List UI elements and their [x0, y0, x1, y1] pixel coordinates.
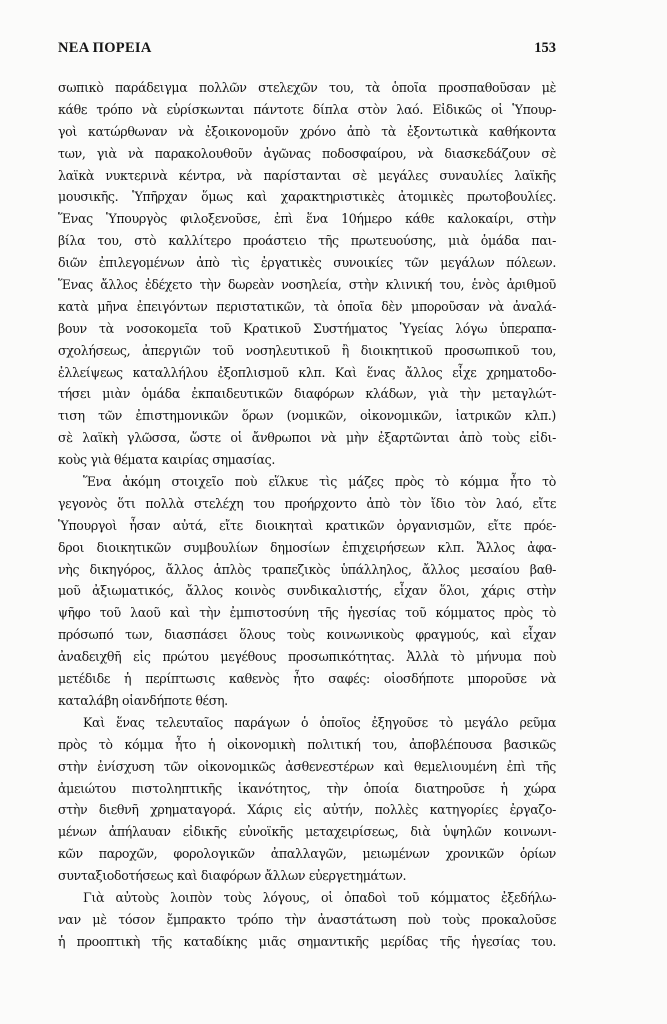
- text-line: τιση τῶν ἐπιστημονικῶν ὅρων (νομικῶν, οἰκονομικῶν, ἰατρικῶν κλπ.): [58, 408, 556, 424]
- page-number: 153: [534, 40, 556, 56]
- text-line: συνταξιοδοτήσεως καὶ διαφόρων ἄλλων εὐεργετημάτων.: [58, 868, 407, 884]
- text-line: καταλάβη οἱανδήποτε θέση.: [58, 692, 228, 708]
- text-line: στὴν διεθνῆ χρηματαγορά. Χάρις εἰς αὐτήν, πολλὲς κατηγορίες ἐργαζο-: [58, 802, 556, 818]
- text-line: βουν τὰ νοσοκομεῖα τοῦ Κρατικοῦ Συστήματος Ὑγείας λόγω ὑπεραπα-: [58, 320, 556, 336]
- page-header: [58, 40, 556, 66]
- text-line: πρὸς τὸ κόμμα ἦτο ἡ οἰκονομικὴ πολιτική του, ἀποβλέπουσα βασικῶς: [58, 736, 556, 752]
- text-line: τήσει μιὰν ὁμάδα ἐκπαιδευτικῶν διαφόρων κλάδων, γιὰ τὴν μεταγλώτ-: [58, 386, 556, 402]
- text-line: κατὰ μῆνα ἐπειγόντων περιστατικῶν, τὰ ὁποῖα δὲν μποροῦσαν νὰ ἀναλά-: [58, 298, 556, 314]
- text-line: ψῆφο τοῦ λαοῦ καὶ τὴν ἐμπιστοσύνη τῆς ἡγεσίας τοῦ κόμματος πρὸς τὸ: [58, 605, 556, 621]
- text-line: Ὑπουργοὶ ἦσαν αὐτά, εἴτε διοικηταὶ κρατικῶν ὀργανισμῶν, εἴτε πρόε-: [58, 517, 556, 533]
- text-line: σωπικὸ παράδειγμα πολλῶν στελεχῶν του, τὰ ὁποῖα προσπαθοῦσαν μὲ: [58, 80, 556, 95]
- text-line: ἀμειώτου πιστοληπτικῆς ἱκανότητος, τὴν ὁποία διατηροῦσε ἡ χώρα: [58, 780, 556, 796]
- text-line: ἡ προοπτικὴ τῆς καταδίκης μιᾶς σημαντικῆς μερίδας τῆς ἡγεσίας του.: [58, 933, 556, 949]
- running-head: ΝΕΑ ΠΟΡΕΙΑ: [58, 40, 152, 56]
- text-line: Ἕνας ἄλλος ἐδέχετο τὴν δωρεὰν νοσηλεία, στὴν κλινική του, ἑνὸς ἀριθμοῦ: [58, 277, 556, 293]
- text-line: νὴς δικηγόρος, ἄλλος ἁπλὸς τραπεζικὸς ὑπάλληλος, ἄλλος μεσαίου βαθ-: [58, 561, 556, 577]
- text-line: μετέδιδε ἡ περίπτωσις καθενὸς ἦτο σαφές: οἱοσδήποτε μποροῦσε νὰ: [58, 671, 556, 687]
- text-line: κάθε τρόπο νὰ εὑρίσκωνται πάντοτε δίπλα στὸν λαό. Εἰδικῶς οἱ Ὑπουρ-: [58, 101, 556, 117]
- text-line: μένων ἀπήλαυαν εἰδικῆς εὐνοϊκῆς μεταχειρίσεως, διὰ ὑψηλῶν κοινωνι-: [58, 824, 556, 840]
- text-line: ἀναδειχθῆ εἰς πρώτου μεγέθους προσωπικότητας. Ἀλλὰ τὸ μήνυμα ποὺ: [58, 649, 556, 665]
- text-line: σὲ λαϊκὴ γλῶσσα, ὥστε οἱ ἄνθρωποι νὰ μὴν ἐξαρτῶνται ἀπὸ τοὺς εἰδι-: [58, 430, 556, 446]
- text-line: ἐλλείψεως καταλλήλου ἐξοπλισμοῦ κλπ. Καὶ ἕνας ἄλλος εἶχε χρηματοδο-: [58, 364, 556, 380]
- text-line: γεγονὸς ὅτι πολλὰ στελέχη του προήρχοντο ἀπὸ τὸν ἴδιο τὸν λαό, εἴτε: [58, 495, 556, 511]
- text-line: κῶν παροχῶν, φορολογικῶν ἀπαλλαγῶν, μειωμένων χρονικῶν ὁρίων: [58, 846, 556, 862]
- text-line: γοὶ κατώρθωναν νὰ ἐξοικονομοῦν χρόνο ἀπὸ τὰ ἐξοντωτικὰ καθήκοντα: [58, 123, 556, 139]
- text-line: Ἕνας Ὑπουργὸς φιλοξενοῦσε, ἐπὶ ἕνα 10ήμερο κάθε καλοκαίρι, στὴν: [58, 211, 556, 227]
- text-line: Ἕνα ἀκόμη στοιχεῖο ποὺ εἵλκυε τὶς μάζες πρὸς τὸ κόμμα ἦτο τὸ: [83, 474, 556, 490]
- text-line: διῶν ἐπιλεγομένων ἀπὸ τὶς ἐργατικὲς συνοικίες τῶν μεγάλων πόλεων.: [58, 255, 556, 271]
- text-line: κοὺς γιὰ θέματα καιρίας σημασίας.: [58, 452, 276, 468]
- body-text: [58, 77, 556, 953]
- text-line: λαϊκὰ νυκτερινὰ κέντρα, νὰ παρίστανται σὲ μεγάλες συναυλίες λαϊκῆς: [58, 167, 556, 183]
- text-line: Γιὰ αὐτοὺς λοιπὸν τοὺς λόγους, οἱ ὀπαδοὶ τοῦ κόμματος ἐξεδήλω-: [83, 889, 556, 905]
- text-line: μουσικῆς. Ὑπῆρχαν ὅμως καὶ χαρακτηριστικὲς ἀτομικὲς πρωτοβουλίες.: [58, 189, 556, 205]
- text-line: μοῦ ἀξιωματικός, ἄλλος κοινὸς συνδικαλιστής, εἶχαν ὅλοι, χάρις στὴν: [58, 583, 556, 599]
- text-line: σχολήσεως, ἀπεργιῶν τοῦ νοσηλευτικοῦ ἢ διοικητικοῦ προσωπικοῦ του,: [58, 342, 556, 358]
- text-line: στὴν ἐνίσχυση τῶν οἰκονομικῶς ἀσθενεστέρων καὶ θεμελιουμένη ἐπὶ τῆς: [58, 758, 556, 774]
- text-line: των, γιὰ νὰ παρακολουθοῦν ἀγῶνας ποδοσφαίρου, νὰ διασκεδάζουν σὲ: [58, 145, 556, 161]
- text-line: πρόσωπό των, διασπάσει ὅλους τοὺς κοινωνικοὺς φραγμούς, καὶ εἶχαν: [58, 627, 556, 643]
- text-line: δροι διοικητικῶν συμβουλίων δημοσίων ἐπιχειρήσεων κλπ. Ἄλλος ἀφα-: [58, 539, 556, 555]
- text-line: ναν μὲ τόσον ἔμπρακτο τρόπο τὴν ἀναστάτωση ποὺ τοὺς προκαλοῦσε: [58, 911, 556, 927]
- text-line: Καὶ ἕνας τελευταῖος παράγων ὁ ὁποῖος ἐξηγοῦσε τὸ μεγάλο ρεῦμα: [83, 714, 556, 730]
- text-line: βίλα του, στὸ καλλίτερο προάστειο τῆς πρωτευούσης, μιὰ ὁμάδα παι-: [58, 233, 556, 249]
